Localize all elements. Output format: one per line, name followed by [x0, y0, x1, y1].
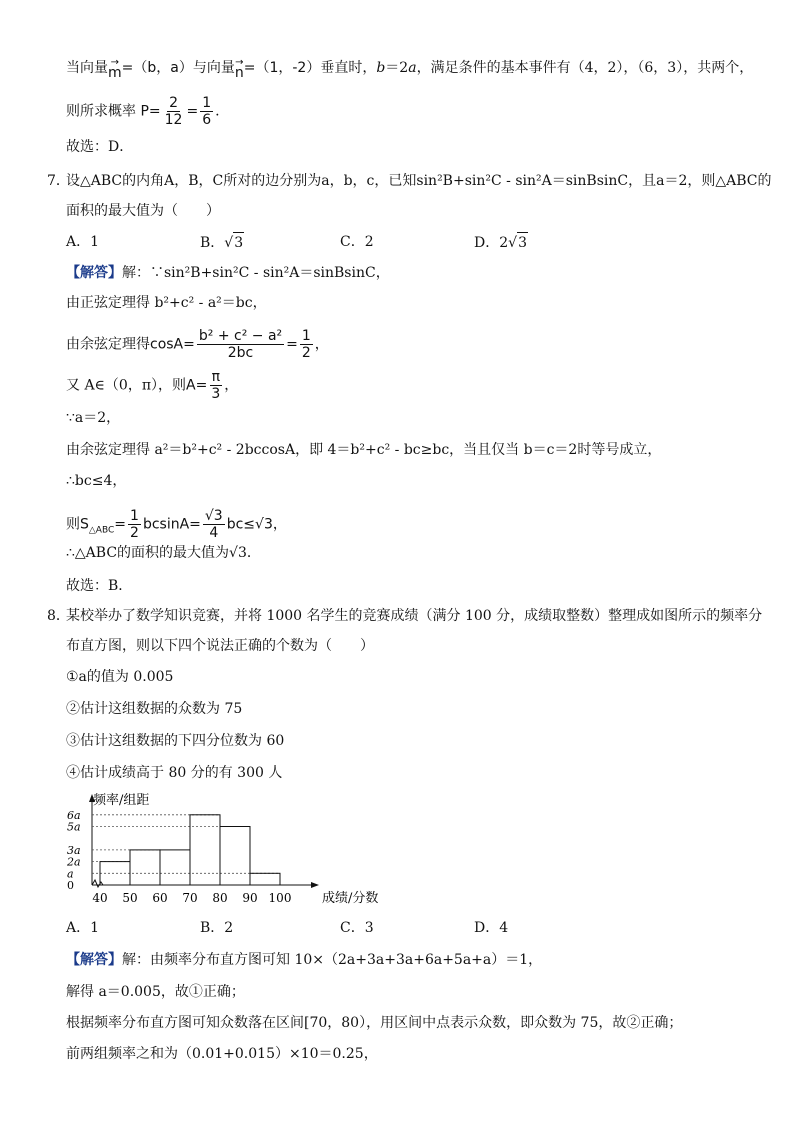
fraction: $\frac{1}{6}$	[202, 95, 212, 128]
axis-break	[92, 880, 103, 887]
q7-solution-1	[66, 263, 390, 283]
p6-line-2	[66, 95, 220, 128]
text: S	[80, 516, 89, 533]
text: =（b，a）与向量	[121, 60, 235, 76]
q7-option-b: B． √ 3	[200, 232, 244, 253]
q7-solution-9: ∴△ABC的面积的最大值为√3．	[66, 545, 261, 561]
text: a	[408, 60, 417, 76]
q7-solution-7: ∴bc≤4，	[66, 473, 127, 489]
histogram-bar	[130, 850, 160, 885]
text: =	[114, 516, 127, 533]
y-tick-label: 3a	[67, 843, 81, 857]
q8-statement-3: ③估计这组数据的下四分位数为 60	[66, 733, 285, 749]
text: 解：∵sin²B+sin²C - sin²A＝sinBsinC，	[122, 265, 390, 281]
frequency-histogram	[60, 790, 400, 915]
y-tick-label: 2a	[67, 855, 81, 869]
q8-option-d: D．4	[474, 920, 509, 936]
text: ，满足条件的基本事件有（4，2），（6，3），共两个，	[416, 60, 754, 76]
histogram-bar	[190, 815, 220, 885]
solution-tag: 【解答】	[66, 952, 122, 968]
fraction: $\frac{\text{b² + c² − a²}}{2bc}$	[198, 328, 283, 361]
text: 则	[66, 516, 80, 533]
x-tick-label: 40	[92, 891, 108, 905]
p6-answer: 故选：D．	[66, 139, 134, 155]
q7-stem-1: 设△ABC的内角A，B，C所对的边分别为a，b，c，已知sin²B+sin²C - sin²A＝sinBsinC，且a＝2，则△ABC的	[66, 173, 772, 189]
x-tick-label: 50	[122, 891, 138, 905]
text: b	[376, 60, 386, 76]
fraction: $\frac{1}{2}$	[301, 328, 311, 361]
text: cosA=	[150, 336, 195, 353]
q7-solution-6: 由余弦定理得 a²＝b²+c² - 2bccosA，即 4＝b²+c² - bc≥bc，当且仅当 b＝c＝2时等号成立，	[66, 442, 662, 458]
x-tick-label: 80	[212, 891, 228, 905]
text: 又 A∈（0，π），则	[66, 377, 187, 394]
q8-stem-2: 布直方图，则以下四个说法正确的个数为（ ）	[66, 638, 374, 654]
text: 由余弦定理得	[66, 336, 150, 353]
y-axis-label: 频率/组距	[93, 793, 150, 808]
x-tick-label: 100	[268, 891, 292, 905]
q8-solution-3: 根据频率分布直方图可知众数落在区间[70，80），用区间中点表示众数，即众数为 75，故②正确；	[66, 1015, 683, 1031]
p6-line-1	[66, 57, 754, 81]
histogram-bar	[250, 873, 280, 885]
text: bcsinA=	[142, 516, 201, 533]
q7-solution-5: ∵a＝2，	[66, 410, 121, 426]
q8-statement-2: ②估计这组数据的众数为 75	[66, 701, 243, 717]
text: 当向量	[66, 60, 108, 76]
y-tick-label: 0	[67, 879, 74, 892]
q8-solution-2: 解得 a＝0.005，故①正确；	[66, 984, 245, 1000]
text: 解：由频率分布直方图可知 10×（2a+3a+3a+6a+5a+a）＝1，	[122, 952, 543, 968]
q7-number: 7．	[47, 173, 70, 189]
y-tick-label: a	[67, 867, 74, 881]
text: ＝2	[385, 60, 409, 76]
y-tick-label: 6a	[67, 808, 81, 822]
x-tick-label: 70	[182, 891, 198, 905]
q8-statement-4: ④估计成绩高于 80 分的有 300 人	[66, 765, 283, 781]
fraction: $\frac{2}{12}$	[164, 95, 183, 128]
histogram-bar	[220, 827, 250, 886]
q7-option-d: D．2 √ 3	[474, 232, 528, 253]
q7-solution-4	[66, 369, 238, 402]
x-axis-label: 成绩/分数	[322, 891, 379, 906]
text: ，	[224, 377, 239, 394]
solution-tag: 【解答】	[66, 265, 122, 281]
q8-stem-1: 某校举办了数学知识竞赛，并将 1000 名学生的竞赛成绩（满分 100 分，成绩取整数）整理成如图所示的频率分	[66, 608, 763, 624]
q8-number: 8．	[47, 608, 70, 624]
x-axis-arrow	[311, 882, 319, 888]
text: =（1，-2）垂直时，	[243, 60, 377, 76]
text: =	[286, 336, 298, 353]
x-tick-label: 60	[152, 891, 168, 905]
q7-solution-3	[66, 328, 329, 361]
fraction: $\frac{√3}{4}$	[204, 508, 223, 541]
fraction: $\frac{1}{2}$	[130, 508, 139, 541]
q7-stem-2: 面积的最大值为（ ）	[66, 203, 220, 219]
y-tick-label: 5a	[67, 820, 81, 834]
text: .	[215, 103, 220, 120]
text: 则所求概率	[66, 103, 136, 120]
q8-solution-1	[66, 950, 542, 970]
q7-solution-2: 由正弦定理得 b²+c² - a²＝bc，	[66, 295, 267, 311]
q7-solution-8	[66, 508, 287, 541]
q7-option-a: A．1	[66, 234, 100, 250]
q8-option-c: C．3	[340, 920, 374, 936]
fraction: $\frac{\pi}{3}$	[211, 369, 221, 402]
q8-option-a: A．1	[66, 920, 100, 936]
text: P=	[140, 103, 161, 120]
x-tick-label: 90	[242, 891, 258, 905]
text: △ABC	[88, 525, 115, 536]
text: bc≤√3，	[226, 516, 287, 533]
text: =	[186, 103, 199, 120]
vector-m: → m	[108, 57, 122, 81]
q8-option-b: B．2	[200, 920, 234, 936]
q8-statement-1: ①a的值为 0.005	[66, 669, 174, 685]
text: A=	[186, 377, 208, 394]
q7-option-c: C．2	[340, 234, 374, 250]
text: ，	[314, 336, 329, 353]
vector-n: → n	[234, 57, 244, 81]
q7-answer: 故选：B．	[66, 578, 133, 594]
q8-solution-4: 前两组频率之和为（0.01+0.015）×10＝0.25，	[66, 1046, 378, 1062]
histogram-bar	[160, 850, 190, 885]
